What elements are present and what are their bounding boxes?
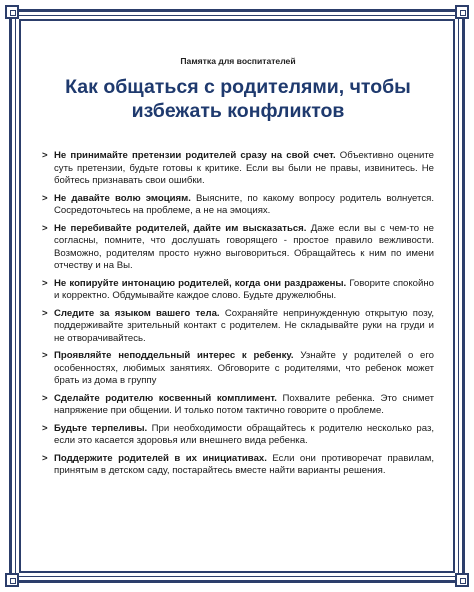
memo-title [42, 75, 434, 123]
advice-item [42, 150, 434, 188]
bullet-arrow-icon: > [42, 307, 48, 319]
advice-heading: Поддержите родителей в их инициативах. [54, 452, 267, 464]
advice-text: Объективно оцените суть претензии, будьте готовы к критике. Если вы были не правы, извинитесь. Не бойтесь признавать свои ошибки. [54, 150, 434, 186]
corner-ornament-icon [455, 5, 469, 19]
advice-heading: Следите за языком вашего тела. [54, 307, 220, 319]
advice-text: Говорите спокойно и корректно. Обдумывайте каждое слово. Будьте дружелюбны. [54, 277, 435, 301]
advice-heading: Сделайте родителю косвенный комплимент. [54, 392, 277, 404]
advice-item [42, 223, 434, 273]
advice-text: Похвалите ребенка. Это снимет напряжение при общении. И только потом тактично говорите о проблеме. [54, 392, 434, 416]
bullet-arrow-icon: > [42, 392, 48, 404]
advice-item [42, 393, 434, 418]
advice-heading: Будьте терпеливы. [54, 422, 148, 434]
bullet-arrow-icon: > [42, 350, 48, 361]
memo-title-line: избежать конфликтов [131, 100, 345, 122]
bullet-arrow-icon: > [42, 452, 48, 464]
memo-subtitle: Памятка для воспитателей [180, 56, 296, 66]
advice-heading: Не перебивайте родителей, дайте им высказаться. [54, 222, 307, 234]
advice-text: Выясните, по какому вопросу родитель волнуется. Сосредоточьтесь на проблеме, а не на эмоциях. [54, 192, 434, 216]
advice-heading: Не копируйте интонацию родителей, когда они раздражены. [54, 277, 347, 289]
corner-ornament-icon [5, 573, 19, 587]
memo-title-line: Как общаться с родителями, чтобы [65, 76, 411, 98]
advice-item [42, 278, 434, 303]
corner-ornament-icon [455, 573, 469, 587]
bullet-arrow-icon: > [42, 150, 48, 161]
advice-text: Узнайте у родителей о его особенностях, любимых занятиях. Обговорите с родителями, что ребенок может брать из дома в группу [54, 350, 434, 386]
advice-list [42, 150, 434, 478]
advice-heading: Не принимайте претензии родителей сразу на свой счет. [54, 150, 336, 161]
advice-item [42, 193, 434, 218]
advice-text: При необходимости обращайтесь к родителю несколько раз, если это касается здоровья или внешнего вида ребенка. [54, 422, 435, 446]
advice-item [42, 308, 434, 346]
advice-item [42, 453, 434, 478]
bullet-arrow-icon: > [42, 277, 48, 289]
memo-content [42, 56, 434, 483]
advice-item [42, 350, 434, 388]
bullet-arrow-icon: > [42, 422, 48, 434]
advice-text: Даже если вы с чем-то не согласны, помните, что дослушать говорящего - простое правило вежливости. Возможно, родителям просто нужно выговориться. Обращайтесь к ним по имени отчеству и на Вы. [54, 222, 434, 271]
bullet-arrow-icon: > [42, 192, 48, 204]
advice-text: Сохраняйте непринужденную открытую позу, поддерживайте зрительный контакт с родителем. Не складывайте руки на груди и не отворачивайтесь. [54, 307, 434, 344]
advice-heading: Проявляйте неподдельный интерес к ребенку. [54, 350, 294, 361]
advice-heading: Не давайте волю эмоциям. [54, 192, 191, 204]
corner-ornament-icon [5, 5, 19, 19]
advice-item [42, 423, 434, 448]
bullet-arrow-icon: > [42, 222, 48, 234]
advice-text: Если они противоречат правилам, принятым в детском саду, постарайтесь вместе найти варианты решения. [54, 452, 434, 476]
